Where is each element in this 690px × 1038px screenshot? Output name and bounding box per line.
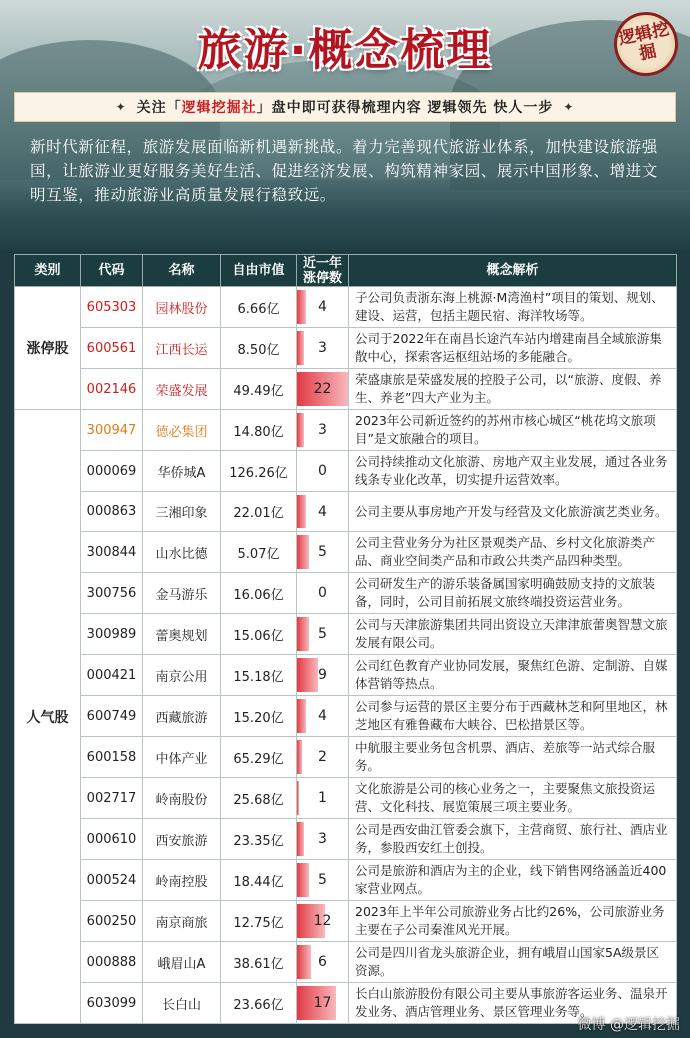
limit-up-value: 4 — [318, 503, 327, 520]
concept-description: 公司于2022年在南昌长途汽车站内增建南昌全域旅游集散中心，探索客运枢纽站场的多能融合。 — [349, 328, 677, 369]
market-cap: 6.66亿 — [221, 287, 297, 328]
table-row — [15, 901, 677, 942]
table-row — [15, 369, 677, 410]
header-limit-up-count — [297, 255, 349, 287]
market-cap: 18.44亿 — [221, 860, 297, 901]
table-row — [15, 614, 677, 655]
stock-name[interactable]: 荣盛发展 — [143, 369, 221, 410]
limit-up-bar — [297, 290, 306, 324]
limit-up-value: 0 — [318, 463, 327, 479]
limit-up-bar — [297, 617, 309, 651]
table-row — [15, 696, 677, 737]
notice-suffix: 」盘中即可获得梳理内容 逻辑领先 快人一步 — [256, 100, 554, 116]
limit-up-value: 2 — [318, 749, 327, 765]
limit-up-bar — [297, 413, 304, 447]
limit-up-count — [297, 819, 349, 860]
market-cap: 8.50亿 — [221, 328, 297, 369]
market-cap: 23.35亿 — [221, 819, 297, 860]
limit-up-value: 22 — [313, 381, 332, 397]
table-header-row — [15, 255, 677, 287]
market-cap: 14.80亿 — [221, 410, 297, 451]
limit-up-bar — [297, 699, 306, 733]
limit-up-value: 3 — [318, 422, 327, 438]
table-row — [15, 778, 677, 819]
concept-description: 公司持续推动文化旅游、房地产双主业发展，通过各业务线条专业化改革，切实提升运营效率。 — [349, 451, 677, 492]
stock-code[interactable]: 002717 — [81, 778, 143, 819]
market-cap: 12.75亿 — [221, 901, 297, 942]
limit-up-count — [297, 655, 349, 696]
market-cap: 23.66亿 — [221, 983, 297, 1024]
table-row — [15, 860, 677, 901]
concept-description: 2023年上半年公司旅游业务占比约26%，公司旅游业务主要在子公司秦淮风光开展。 — [349, 901, 677, 942]
header-limit-line1: 近一年 — [302, 255, 342, 271]
limit-up-value: 3 — [318, 340, 327, 356]
table-row — [15, 532, 677, 573]
header-name: 名称 — [143, 255, 221, 287]
limit-up-value: 17 — [313, 995, 332, 1011]
stock-name[interactable]: 南京商旅 — [143, 901, 221, 942]
limit-up-bar — [297, 945, 311, 979]
limit-up-count — [297, 328, 349, 369]
header-market-cap: 自由市值 — [221, 255, 297, 287]
table-row — [15, 451, 677, 492]
notice-prefix: 关注「 — [136, 100, 182, 116]
stock-code[interactable]: 300989 — [81, 614, 143, 655]
header-category: 类别 — [15, 255, 81, 287]
table-row — [15, 819, 677, 860]
header-description: 概念解析 — [349, 255, 677, 287]
limit-up-value: 9 — [318, 667, 327, 683]
intro-paragraph: 新时代新征程，旅游发展面临新机遇新挑战。着力完善现代旅游业体系，加快建设旅游强国，让旅游业更好服务美好生活、促进经济发展、构筑精神家园、展示中国形象、增进文明互鉴，推动旅游业高质量发展行稳致远。 — [30, 138, 658, 204]
stock-code[interactable]: 000610 — [81, 819, 143, 860]
concept-description: 公司是旅游和酒店为主的企业，线下销售网络涵盖近400家营业网点。 — [349, 860, 677, 901]
table-row — [15, 655, 677, 696]
limit-up-bar — [297, 822, 304, 856]
limit-up-count — [297, 492, 349, 532]
limit-up-count — [297, 287, 349, 328]
table-row — [15, 410, 677, 451]
limit-up-count — [297, 696, 349, 737]
market-cap: 38.61亿 — [221, 942, 297, 983]
limit-up-value: 1 — [318, 790, 327, 806]
stock-code[interactable]: 300947 — [81, 410, 143, 451]
stock-code[interactable]: 000863 — [81, 492, 143, 532]
limit-up-count — [297, 860, 349, 901]
concept-description: 公司与天津旅游集团共同出资设立天津津旅蕾奥智慧文旅发展有限公司。 — [349, 614, 677, 655]
market-cap: 126.26亿 — [221, 451, 297, 492]
concept-description: 公司是四川省龙头旅游企业，拥有峨眉山国家5A级景区资源。 — [349, 942, 677, 983]
concept-description: 长白山旅游股份有限公司主要从事旅游客运业务、温泉开发业务、酒店管理业务、景区管理业务等。 — [349, 983, 677, 1024]
watermark: 微博 @逻辑挖掘 — [577, 1017, 680, 1033]
limit-up-count — [297, 983, 349, 1024]
limit-up-count — [297, 737, 349, 778]
stock-name[interactable]: 长白山 — [143, 983, 221, 1024]
limit-up-value: 4 — [318, 708, 327, 724]
stock-name[interactable]: 园林股份 — [143, 287, 221, 328]
limit-up-value: 3 — [318, 831, 327, 847]
stock-code[interactable]: 600250 — [81, 901, 143, 942]
stock-name[interactable]: 峨眉山A — [143, 942, 221, 983]
stock-code[interactable]: 300844 — [81, 532, 143, 573]
table-row — [15, 328, 677, 369]
table-row — [15, 287, 677, 328]
limit-up-count — [297, 410, 349, 451]
concept-description: 公司研发生产的游乐装备属国家明确鼓励支持的文旅装备，同时，公司目前拓展文旅终端投资运营业务。 — [349, 573, 677, 614]
table-row — [15, 492, 677, 532]
concept-description: 文化旅游是公司的核心业务之一，主要聚焦文旅投资运营、文化科技、展览策展三项主要业务。 — [349, 778, 677, 819]
stock-code[interactable]: 000524 — [81, 860, 143, 901]
stock-code[interactable]: 603099 — [81, 983, 143, 1024]
limit-up-value: 4 — [318, 299, 327, 315]
limit-up-value: 12 — [313, 913, 332, 929]
stock-name[interactable]: 岭南股份 — [143, 778, 221, 819]
limit-up-count — [297, 778, 349, 819]
category-cell: 涨停股 — [15, 287, 81, 410]
limit-up-count — [297, 614, 349, 655]
concept-description: 公司主要从事房地产开发与经营及文化旅游演艺类业务。 — [349, 492, 677, 532]
stock-code[interactable]: 300756 — [81, 573, 143, 614]
stock-code[interactable]: 600561 — [81, 328, 143, 369]
market-cap: 15.20亿 — [221, 696, 297, 737]
limit-up-count — [297, 573, 349, 614]
table-row — [15, 737, 677, 778]
notice-account[interactable]: 逻辑挖掘社 — [181, 100, 257, 116]
stock-code[interactable]: 000421 — [81, 655, 143, 696]
limit-up-value: 0 — [318, 585, 327, 601]
header-limit-line2: 涨停数 — [302, 270, 342, 286]
star-icon: ✦ — [115, 100, 127, 114]
limit-up-count — [297, 451, 349, 492]
limit-up-bar — [297, 658, 318, 692]
stock-name[interactable]: 岭南控股 — [143, 860, 221, 901]
stock-code[interactable]: 002146 — [81, 369, 143, 410]
concept-description: 中航服主要业务包含机票、酒店、差旅等一站式综合服务。 — [349, 737, 677, 778]
limit-up-bar — [297, 781, 299, 815]
limit-up-count — [297, 901, 349, 942]
stock-code[interactable]: 000069 — [81, 451, 143, 492]
concept-description: 荣盛康旅是荣盛发展的控股子公司，以“旅游、度假、养生、养老”四大产业为主。 — [349, 369, 677, 410]
concept-description: 公司红色教育产业协同发展，聚焦红色游、定制游、自媒体营销等热点。 — [349, 655, 677, 696]
market-cap: 25.68亿 — [221, 778, 297, 819]
limit-up-bar — [297, 535, 309, 569]
stock-name[interactable]: 中体产业 — [143, 737, 221, 778]
stock-name[interactable]: 三湘印象 — [143, 492, 221, 532]
limit-up-count — [297, 942, 349, 983]
stock-name[interactable]: 蕾奥规划 — [143, 614, 221, 655]
table-row — [15, 573, 677, 614]
market-cap: 16.06亿 — [221, 573, 297, 614]
table-row — [15, 942, 677, 983]
stock-name[interactable]: 山水比德 — [143, 532, 221, 573]
market-cap: 22.01亿 — [221, 492, 297, 532]
stock-code[interactable]: 605303 — [81, 287, 143, 328]
stock-name[interactable]: 南京公用 — [143, 655, 221, 696]
limit-up-value: 5 — [318, 626, 327, 642]
concept-description: 2023年公司新近签约的苏州市核心城区“桃花坞文旅项目”是文旅融合的项目。 — [349, 410, 677, 451]
stock-name[interactable]: 西安旅游 — [143, 819, 221, 860]
follow-notice — [14, 92, 676, 122]
concept-description: 公司是西安曲江管委会旗下，主营商贸、旅行社、酒店业务，参股西安红土创投。 — [349, 819, 677, 860]
limit-up-bar — [297, 331, 304, 365]
stock-name[interactable]: 金马游乐 — [143, 573, 221, 614]
star-icon: ✦ — [563, 100, 575, 114]
stock-code[interactable]: 000888 — [81, 942, 143, 983]
stock-name[interactable]: 德必集团 — [143, 410, 221, 451]
page-title: 旅游·概念梳理 — [197, 25, 493, 76]
stock-name[interactable]: 华侨城A — [143, 451, 221, 492]
stock-code[interactable]: 600158 — [81, 737, 143, 778]
market-cap: 15.18亿 — [221, 655, 297, 696]
header-code: 代码 — [81, 255, 143, 287]
market-cap: 65.29亿 — [221, 737, 297, 778]
limit-up-count — [297, 369, 349, 410]
limit-up-bar — [297, 740, 302, 774]
stock-code[interactable]: 600749 — [81, 696, 143, 737]
stock-name[interactable]: 西藏旅游 — [143, 696, 221, 737]
concept-description: 公司主营业务分为社区景观类产品、乡村文化旅游类产品、商业空间类产品和市政公共类产品四种类型。 — [349, 532, 677, 573]
concept-description: 公司参与运营的景区主要分布于西藏林芝和阿里地区，林芝地区有雅鲁藏布大峡谷、巴松措景区等。 — [349, 696, 677, 737]
market-cap: 15.06亿 — [221, 614, 297, 655]
limit-up-count — [297, 532, 349, 573]
concept-description: 子公司负责浙东海上桃源·M湾渔村”项目的策划、规划、建设、运营，包括主题民宿、海洋牧场等。 — [349, 287, 677, 328]
stock-name[interactable]: 江西长运 — [143, 328, 221, 369]
limit-up-value: 5 — [318, 872, 327, 888]
limit-up-bar — [297, 863, 309, 897]
limit-up-value: 6 — [318, 954, 327, 970]
stock-table — [14, 254, 677, 1024]
market-cap: 49.49亿 — [221, 369, 297, 410]
market-cap: 5.07亿 — [221, 532, 297, 573]
logo-seal: 逻辑挖掘 — [608, 6, 684, 82]
category-cell: 人气股 — [15, 410, 81, 1024]
limit-up-value: 5 — [318, 544, 327, 560]
limit-up-bar — [297, 495, 306, 528]
